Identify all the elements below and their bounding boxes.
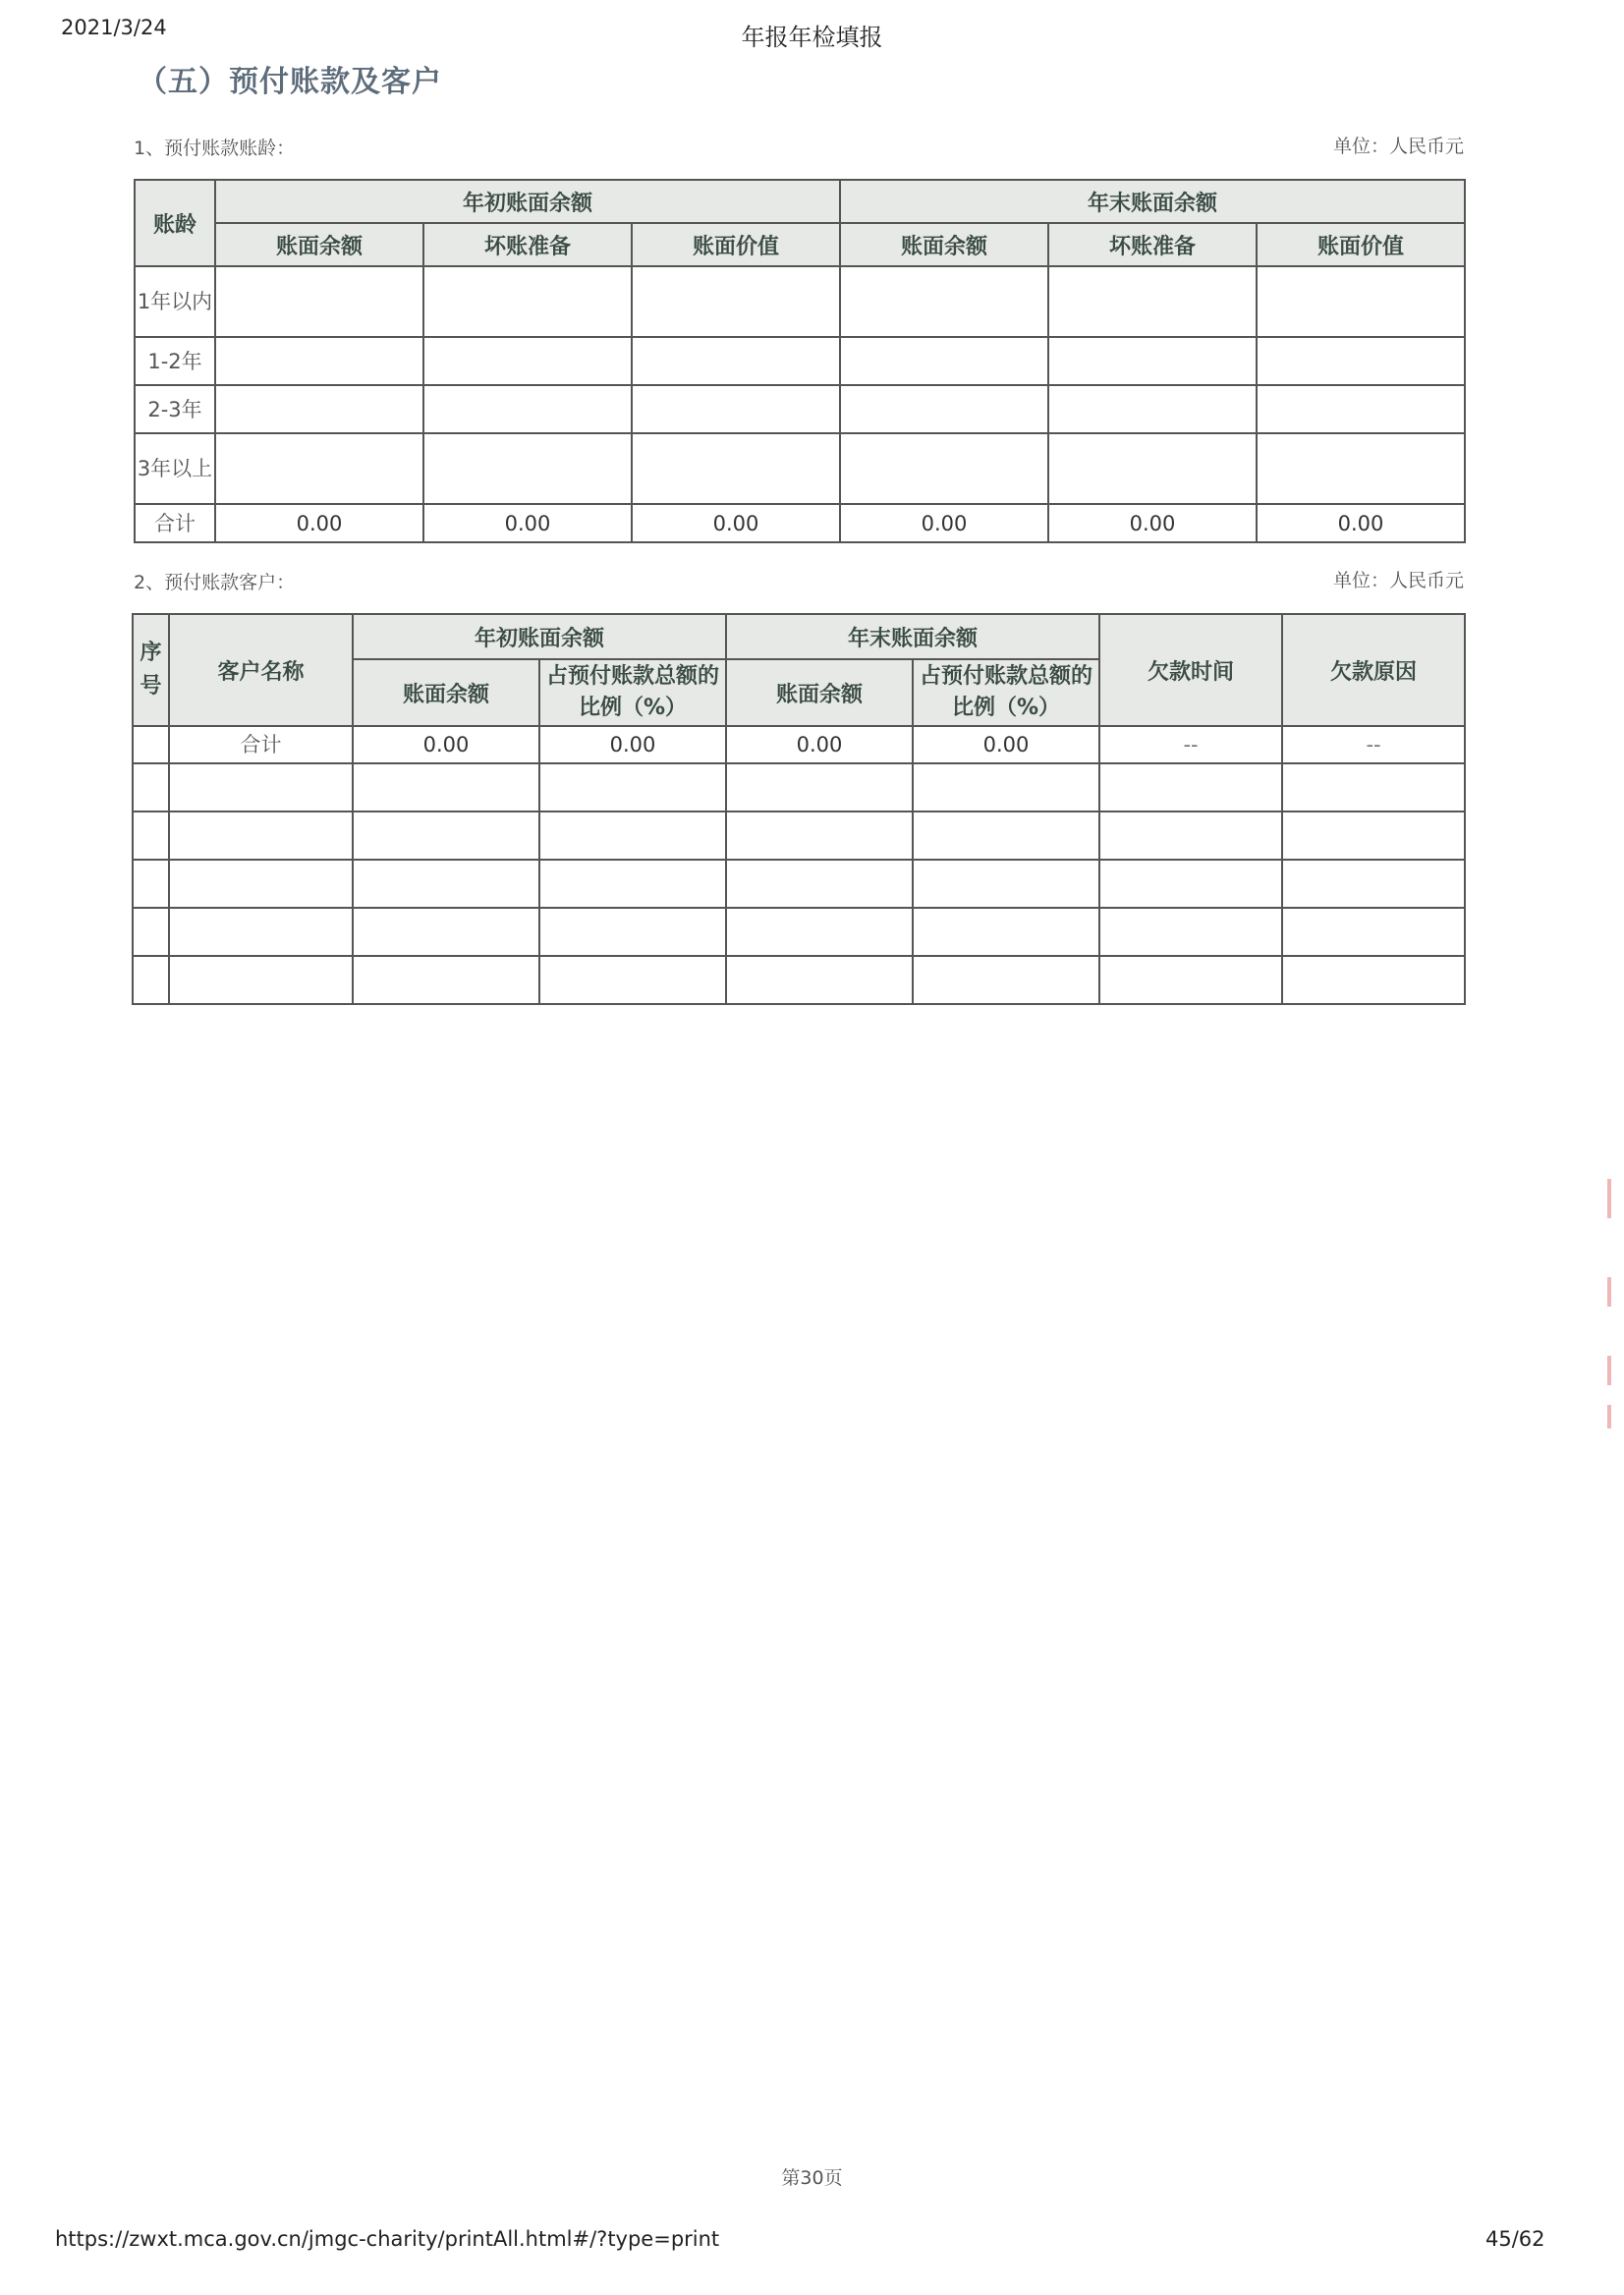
table2-subtitle: 2、预付账款客户： (134, 572, 296, 593)
table-cell (840, 433, 1048, 504)
aging-header: 账龄 (135, 180, 215, 266)
col-header: 账面余额 (840, 223, 1048, 266)
group-begin-balance: 年初账面余额 (215, 180, 840, 223)
scan-mark (1607, 1277, 1611, 1307)
total-cell: -- (1099, 726, 1282, 763)
table-cell (840, 385, 1048, 433)
table-cell (1257, 433, 1465, 504)
row-label: 2-3年 (135, 385, 215, 433)
col-header: 坏账准备 (1048, 223, 1257, 266)
scan-mark (1607, 1405, 1611, 1428)
table-cell (215, 433, 423, 504)
table-cell (1257, 337, 1465, 385)
table-cell (632, 337, 840, 385)
total-cell: 0.00 (215, 504, 423, 542)
table-cell (215, 385, 423, 433)
scan-mark (1607, 1179, 1611, 1218)
total-cell: -- (1282, 726, 1465, 763)
seq-cell (133, 726, 169, 763)
table-cell (1257, 385, 1465, 433)
table-cell (1048, 266, 1257, 337)
table-cell (1048, 433, 1257, 504)
table-cell (632, 433, 840, 504)
col-header: 账面余额 (353, 659, 539, 726)
col-header: 占预付账款总额的比例（%） (539, 659, 726, 726)
table-row (133, 812, 1465, 860)
table1-subtitle: 1、预付账款账龄： (134, 138, 296, 159)
table-row (133, 763, 1465, 812)
row-label: 3年以上 (135, 433, 215, 504)
customer-name-header: 客户名称 (169, 614, 353, 726)
page-number: 第30页 (781, 2167, 843, 2189)
table2-unit: 单位：人民币元 (1332, 570, 1464, 591)
row-label: 1-2年 (135, 337, 215, 385)
overdue-time-header: 欠款时间 (1099, 614, 1282, 726)
table-cell (215, 337, 423, 385)
table-cell (1048, 337, 1257, 385)
table-cell (840, 337, 1048, 385)
col-header: 坏账准备 (423, 223, 632, 266)
col-header: 占预付账款总额的比例（%） (913, 659, 1099, 726)
table-row (133, 908, 1465, 956)
total-cell: 0.00 (1257, 504, 1465, 542)
total-cell: 0.00 (353, 726, 539, 763)
table1-unit: 单位：人民币元 (1332, 136, 1464, 157)
table-row (135, 266, 1465, 337)
col-header: 账面余额 (215, 223, 423, 266)
table-cell (632, 266, 840, 337)
total-cell: 0.00 (1048, 504, 1257, 542)
print-date: 2021/3/24 (61, 16, 167, 39)
table-row (133, 956, 1465, 1004)
col-header: 账面价值 (632, 223, 840, 266)
group-begin-balance: 年初账面余额 (353, 614, 726, 659)
aging-table (134, 179, 1466, 543)
customer-table (132, 613, 1466, 1005)
total-row (133, 726, 1465, 763)
row-label: 1年以内 (135, 266, 215, 337)
table-cell (423, 337, 632, 385)
table-cell (1048, 385, 1257, 433)
table-row (135, 337, 1465, 385)
col-header: 账面余额 (726, 659, 913, 726)
total-label: 合计 (169, 726, 353, 763)
total-cell: 0.00 (423, 504, 632, 542)
group-end-balance: 年末账面余额 (726, 614, 1099, 659)
table-cell (840, 266, 1048, 337)
table-cell (423, 433, 632, 504)
print-header-title: 年报年检填报 (741, 24, 883, 51)
group-end-balance: 年末账面余额 (840, 180, 1465, 223)
table-cell (632, 385, 840, 433)
table-row (135, 385, 1465, 433)
section-title: （五）预付账款及客户 (138, 65, 442, 99)
print-page-count: 45/62 (1485, 2227, 1545, 2251)
total-cell: 0.00 (632, 504, 840, 542)
table-row (133, 860, 1465, 908)
total-label: 合计 (135, 504, 215, 542)
scan-mark (1607, 1356, 1611, 1385)
overdue-reason-header: 欠款原因 (1282, 614, 1465, 726)
table-cell (1257, 266, 1465, 337)
print-url: https://zwxt.mca.gov.cn/jmgc-charity/printAll.html#/?type=print (55, 2227, 720, 2251)
total-row (135, 504, 1465, 542)
table-cell (423, 385, 632, 433)
table-cell (215, 266, 423, 337)
total-cell: 0.00 (840, 504, 1048, 542)
seq-header: 序号 (133, 614, 169, 726)
col-header: 账面价值 (1257, 223, 1465, 266)
total-cell: 0.00 (913, 726, 1099, 763)
table-cell (423, 266, 632, 337)
table-row (135, 433, 1465, 504)
total-cell: 0.00 (726, 726, 913, 763)
total-cell: 0.00 (539, 726, 726, 763)
